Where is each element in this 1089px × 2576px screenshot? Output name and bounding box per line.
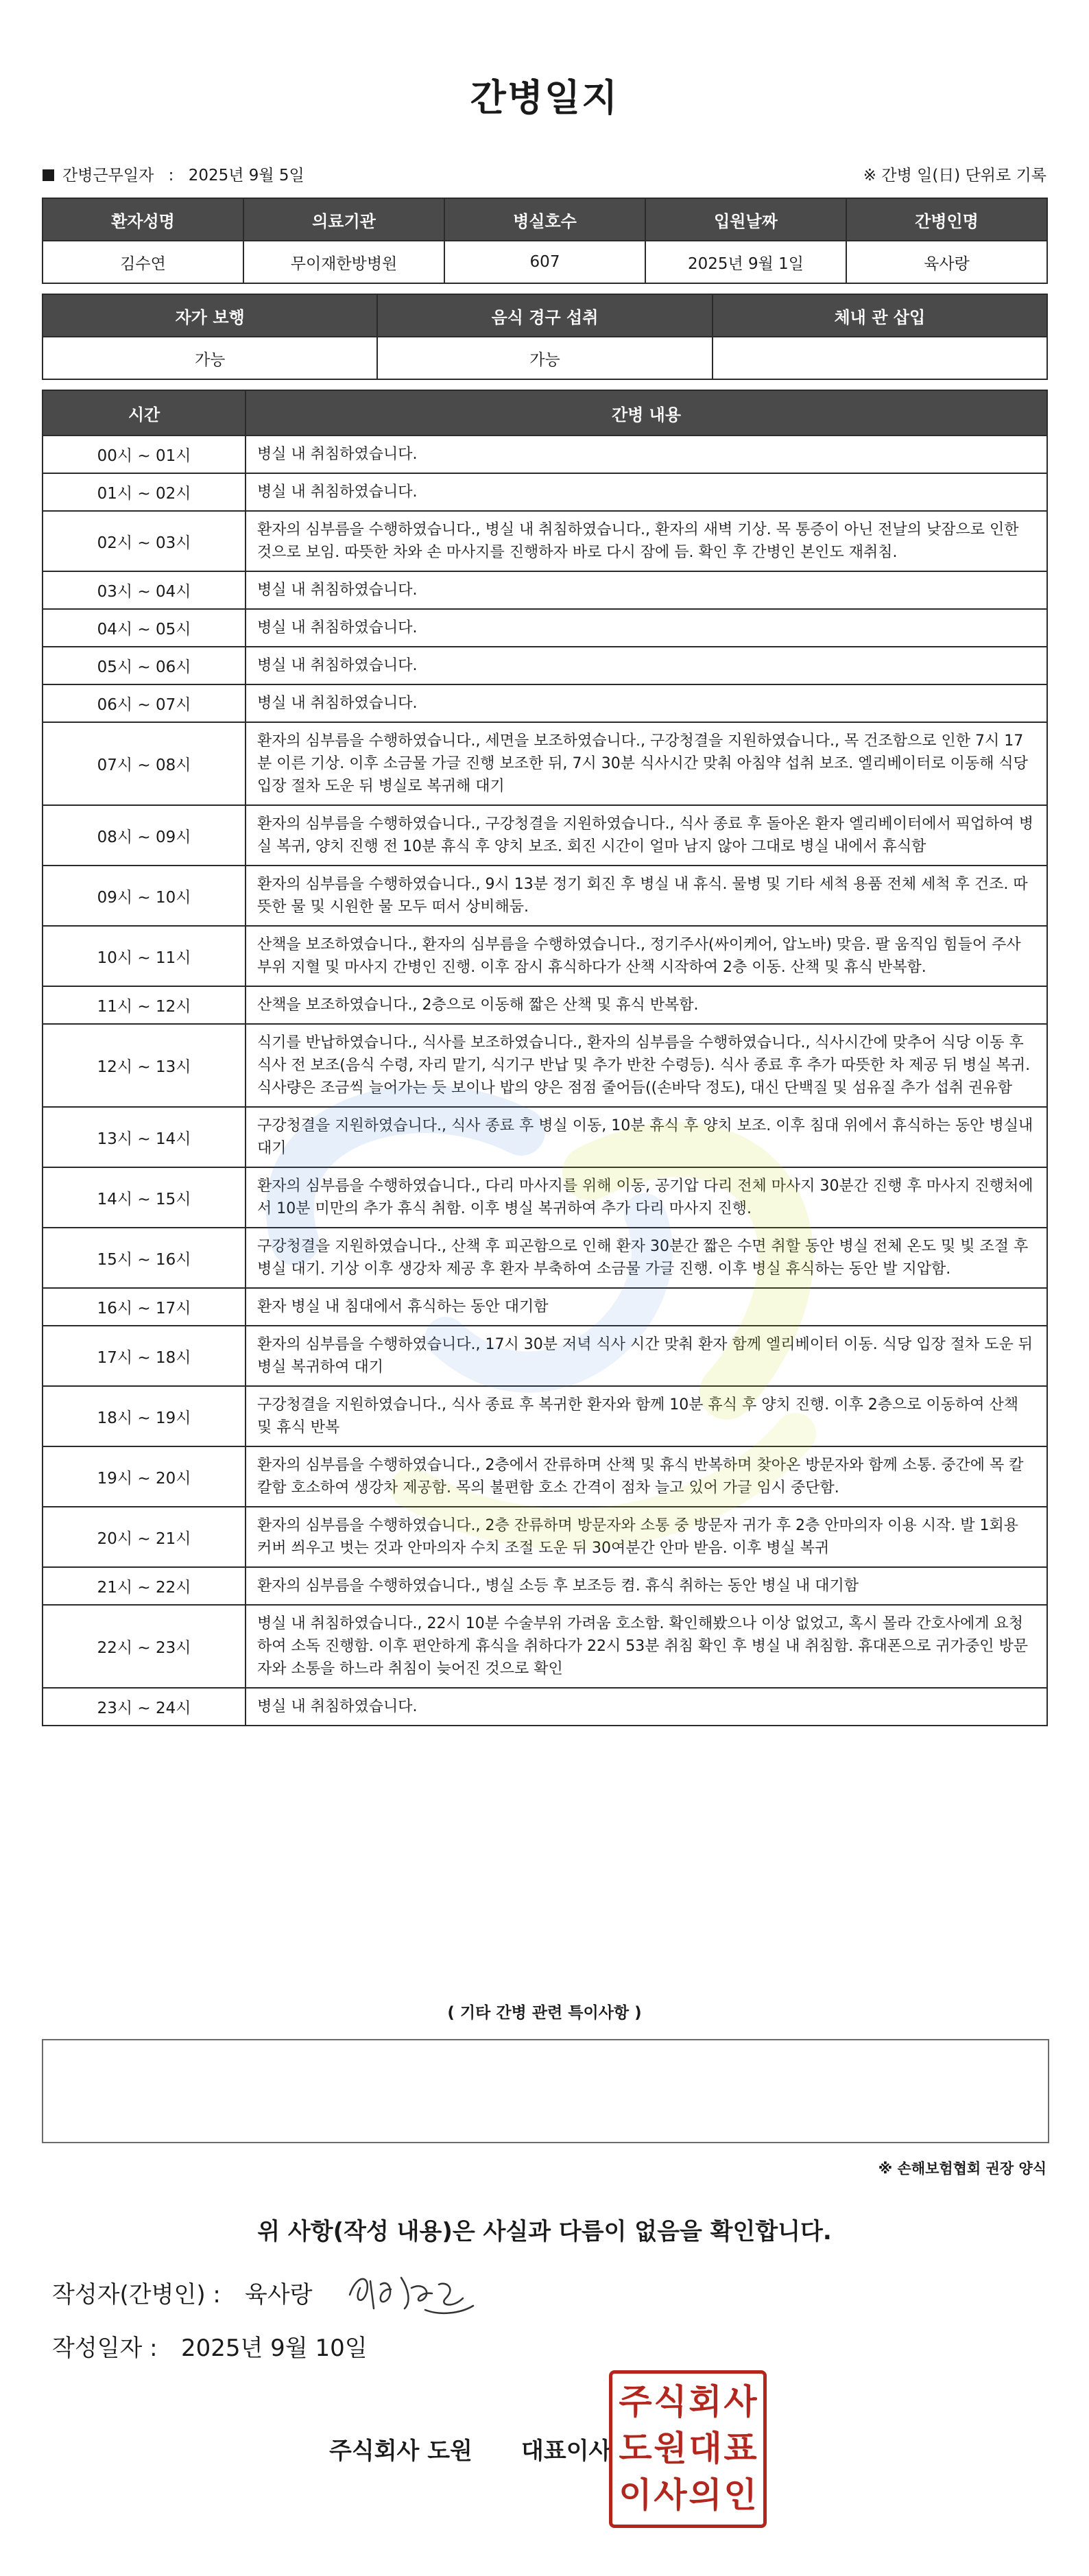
care-log-content: 병실 내 취침하였습니다. bbox=[246, 473, 1047, 511]
header-caregiver-name: 간병인명 bbox=[846, 198, 1047, 241]
care-log-content: 병실 내 취침하였습니다. bbox=[246, 609, 1047, 647]
written-date-value: 2025년 9월 10일 bbox=[181, 2335, 368, 2362]
care-log-row bbox=[43, 1326, 1047, 1386]
care-log-row bbox=[43, 1386, 1047, 1446]
care-log-content: 환자의 심부름을 수행하였습니다., 세면을 보조하였습니다., 구강청결을 지원하였습니다., 목 건조함으로 인한 7시 17분 이른 기상. 이후 소금물 가글 진행 보조한 뒤, 7시 30분 식사시간 맞춰 아침약 섭취 보조. 엘리베이터로 이동해 식당 입장 절차 도운 뒤 병실로 복귀해 대기 bbox=[246, 722, 1047, 805]
care-log-time: 08시 ~ 09시 bbox=[43, 805, 246, 866]
care-log-row bbox=[43, 1688, 1047, 1726]
care-log-row bbox=[43, 1288, 1047, 1326]
written-date-label: 작성일자 : bbox=[52, 2335, 158, 2362]
care-log-row bbox=[43, 684, 1047, 722]
care-log-row bbox=[43, 986, 1047, 1024]
care-log-row bbox=[43, 722, 1047, 805]
care-log-time: 07시 ~ 08시 bbox=[43, 722, 246, 805]
care-log-content: 산책을 보조하였습니다., 2층으로 이동해 짧은 산책 및 휴식 반복함. bbox=[246, 986, 1047, 1024]
care-status-header-row bbox=[43, 294, 1047, 337]
care-log-time: 22시 ~ 23시 bbox=[43, 1605, 246, 1688]
care-log-time: 09시 ~ 10시 bbox=[43, 866, 246, 926]
tube-insertion-value bbox=[713, 337, 1047, 379]
care-log-row bbox=[43, 1567, 1047, 1605]
company-seal-stamp bbox=[609, 2370, 767, 2528]
care-log-time: 20시 ~ 21시 bbox=[43, 1507, 246, 1567]
seal-character: 사 bbox=[654, 2474, 687, 2515]
company-role: 대표이사 bbox=[521, 2437, 612, 2465]
care-log-content: 환자의 심부름을 수행하였습니다., 17시 30분 저녁 식사 시간 맞춰 환자 함께 엘리베이터 이동. 식당 입장 절차 도운 뒤 병실 복귀하여 대기 bbox=[246, 1326, 1047, 1386]
care-log-time: 14시 ~ 15시 bbox=[43, 1167, 246, 1228]
self-walking-value: 가능 bbox=[43, 337, 377, 379]
care-log-time: 13시 ~ 14시 bbox=[43, 1107, 246, 1167]
care-log-content: 구강청결을 지원하였습니다., 식사 종료 후 복귀한 환자와 함께 10분 휴식 후 양치 진행. 이후 2층으로 이동하여 산책 및 휴식 반복 bbox=[246, 1386, 1047, 1446]
writer-label: 작성자(간병인) : bbox=[52, 2281, 221, 2309]
care-log-content: 산책을 보조하였습니다., 환자의 심부름을 수행하였습니다., 정기주사(싸이케어, 압노바) 맞음. 팔 움직임 힘들어 주사 부위 지혈 및 마사지 간병인 진행. 이후 잠시 휴식하다가 산책 시작하여 2층 이동. 산책 및 휴식 반복함. bbox=[246, 926, 1047, 986]
care-log-content: 환자의 심부름을 수행하였습니다., 2층 잔류하며 방문자와 소통 중 방문자 귀가 후 2층 안마의자 이용 시작. 발 1회용 커버 씌우고 벗는 것과 안마의자 수치 조절 도운 뒤 30여분간 안마 받음. 이후 병실 복귀 bbox=[246, 1507, 1047, 1567]
square-bullet-icon bbox=[43, 169, 54, 181]
header-care-content: 간병 내용 bbox=[246, 390, 1047, 436]
care-log-time: 06시 ~ 07시 bbox=[43, 684, 246, 722]
seal-character: 식 bbox=[654, 2381, 687, 2422]
care-log-content: 구강청결을 지원하였습니다., 산책 후 피곤함으로 인해 환자 30분간 짧은 수면 취할 동안 병실 전체 온도 및 빛 조절 후 병실 대기. 기상 이후 생강차 제공 후 환자 부축하여 소금물 가글 진행. 이후 병실 휴식하는 동안 발 지압함. bbox=[246, 1228, 1047, 1288]
caregiver-name: 육사랑 bbox=[846, 241, 1047, 283]
care-log-row bbox=[43, 436, 1047, 473]
seal-character: 의 bbox=[689, 2474, 722, 2515]
seal-character: 도 bbox=[619, 2428, 652, 2468]
care-log-row bbox=[43, 805, 1047, 866]
care-log-row bbox=[43, 1024, 1047, 1107]
care-log-row bbox=[43, 1107, 1047, 1167]
seal-character: 회 bbox=[689, 2381, 722, 2422]
patient-info-table bbox=[42, 198, 1048, 284]
care-log-content: 구강청결을 지원하였습니다., 식사 종료 후 병실 이동, 10분 휴식 후 양치 보조. 이후 침대 위에서 휴식하는 동안 병실내 대기 bbox=[246, 1107, 1047, 1167]
care-log-row bbox=[43, 1507, 1047, 1567]
care-log-content: 병실 내 취침하였습니다. bbox=[246, 571, 1047, 609]
care-period-label: 간병근무일자 bbox=[62, 167, 154, 184]
care-log-content: 병실 내 취침하였습니다., 22시 10분 수술부위 가려움 호소함. 확인해봤으나 이상 없었고, 혹시 몰라 간호사에게 요청하여 소독 진행함. 이후 편안하게 휴식을 취하다가 22시 53분 취침 확인 후 병실 내 취침함. 휴대폰으로 귀가중인 방문자와 소통을 하느라 취침이 늦어진 것으로 확인 bbox=[246, 1605, 1047, 1688]
header-oral-intake: 음식 경구 섭취 bbox=[377, 294, 712, 337]
seal-character: 대 bbox=[689, 2428, 722, 2468]
care-log-content: 환자의 심부름을 수행하였습니다., 다리 마사지를 위해 이동, 공기압 다리 전체 마사지 30분간 진행 후 마사지 진행처에서 10분 미만의 추가 휴식 취함. 이후 병실 복귀하여 추가 다리 마사지 진행. bbox=[246, 1167, 1047, 1228]
care-period bbox=[43, 163, 304, 185]
care-log-content: 식기를 반납하였습니다., 식사를 보조하였습니다., 환자의 심부름을 수행하였습니다., 식사시간에 맞추어 식당 이동 후 식사 전 보조(음식 수령, 자리 맡기, 식기구 반납 및 추가 반찬 수령등). 식사 종료 후 추가 따뜻한 차 제공 뒤 병실 복귀. 식사량은 조금씩 늘어가는 듯 보이나 밥의 양은 점점 줄어듬((손바닥 정도), 대신 단백질 및 섬유질 추가 섭취 권유함 bbox=[246, 1024, 1047, 1107]
care-log-time: 16시 ~ 17시 bbox=[43, 1288, 246, 1326]
care-status-value-row bbox=[43, 337, 1047, 379]
care-log-table bbox=[42, 390, 1048, 1726]
seal-character: 표 bbox=[723, 2428, 757, 2468]
care-log-row bbox=[43, 1446, 1047, 1507]
care-log-row bbox=[43, 1605, 1047, 1688]
care-log-row bbox=[43, 571, 1047, 609]
care-log-row bbox=[43, 1228, 1047, 1288]
remarks-title: ( 기타 간병 관련 특이사항 ) bbox=[447, 2004, 642, 2022]
care-log-row bbox=[43, 926, 1047, 986]
patient-name: 김수연 bbox=[43, 241, 243, 283]
seal-character: 인 bbox=[723, 2474, 757, 2515]
room-number: 607 bbox=[444, 241, 645, 283]
care-log-time: 01시 ~ 02시 bbox=[43, 473, 246, 511]
care-period-value: 2025년 9월 5일 bbox=[188, 167, 304, 184]
care-log-content: 환자의 심부름을 수행하였습니다., 2층에서 잔류하며 산책 및 휴식 반복하며 찾아온 방문자와 함께 소통. 중간에 목 칼칼함 호소하여 생강차 제공함. 목의 불편함 호소 간격이 점차 늘고 있어 가글 임시 중단함. bbox=[246, 1446, 1047, 1507]
care-log-time: 04시 ~ 05시 bbox=[43, 609, 246, 647]
writer-name: 육사랑 bbox=[245, 2281, 313, 2309]
care-log-content: 병실 내 취침하였습니다. bbox=[246, 684, 1047, 722]
header-time: 시간 bbox=[43, 390, 246, 436]
document-title: 간병일지 bbox=[470, 76, 619, 119]
company-name: 주식회사 도원 bbox=[329, 2437, 472, 2465]
patient-info-header-row bbox=[43, 198, 1047, 241]
care-log-row bbox=[43, 473, 1047, 511]
record-unit-note: ※ 간병 일(日) 단위로 기록 bbox=[863, 167, 1046, 184]
care-log-time: 18시 ~ 19시 bbox=[43, 1386, 246, 1446]
seal-character: 원 bbox=[654, 2428, 687, 2468]
form-source-note: ※ 손해보험협회 권장 양식 bbox=[878, 2160, 1046, 2177]
care-log-content: 병실 내 취침하였습니다. bbox=[246, 1688, 1047, 1726]
admission-date: 2025년 9월 1일 bbox=[645, 241, 846, 283]
care-log-content: 병실 내 취침하였습니다. bbox=[246, 436, 1047, 473]
care-log-row bbox=[43, 511, 1047, 571]
care-log-row bbox=[43, 1167, 1047, 1228]
care-log-content: 병실 내 취침하였습니다. bbox=[246, 647, 1047, 684]
handwritten-signature bbox=[343, 2261, 480, 2322]
header-hospital: 의료기관 bbox=[243, 198, 444, 241]
care-log-body bbox=[43, 436, 1047, 1726]
care-log-time: 21시 ~ 22시 bbox=[43, 1567, 246, 1605]
patient-info-value-row bbox=[43, 241, 1047, 283]
header-patient-name: 환자성명 bbox=[43, 198, 243, 241]
care-log-time: 17시 ~ 18시 bbox=[43, 1326, 246, 1386]
care-log-time: 02시 ~ 03시 bbox=[43, 511, 246, 571]
care-log-time: 10시 ~ 11시 bbox=[43, 926, 246, 986]
seal-character: 사 bbox=[723, 2381, 757, 2422]
seal-character: 이 bbox=[619, 2474, 652, 2515]
care-log-content: 환자 병실 내 침대에서 휴식하는 동안 대기함 bbox=[246, 1288, 1047, 1326]
header-admission-date: 입원날짜 bbox=[645, 198, 846, 241]
care-status-table bbox=[42, 294, 1048, 380]
care-log-content: 환자의 심부름을 수행하였습니다., 9시 13분 정기 회진 후 병실 내 휴식. 물병 및 기타 세척 용품 전체 세척 후 건조. 따뜻한 물 및 시원한 물 모두 떠서 상비해둠. bbox=[246, 866, 1047, 926]
care-log-content: 환자의 심부름을 수행하였습니다., 병실 소등 후 보조등 켬. 휴식 취하는 동안 병실 내 대기함 bbox=[246, 1567, 1047, 1605]
care-log-time: 05시 ~ 06시 bbox=[43, 647, 246, 684]
confirmation-statement: 위 사항(작성 내용)은 사실과 다름이 없음을 확인합니다. bbox=[257, 2218, 832, 2245]
care-log-content: 환자의 심부름을 수행하였습니다., 구강청결을 지원하였습니다., 식사 종료 후 돌아온 환자 엘리베이터에서 픽업하여 병실 복귀, 양치 진행 전 10분 휴식 후 양치 보조. 회진 시간이 얼마 남지 않아 그대로 병실 내에서 휴식함 bbox=[246, 805, 1047, 866]
header-tube-insertion: 체내 관 삽입 bbox=[713, 294, 1047, 337]
care-log-row bbox=[43, 647, 1047, 684]
care-log-content: 환자의 심부름을 수행하였습니다., 병실 내 취침하였습니다., 환자의 새벽 기상. 목 통증이 아닌 전날의 낮잠으로 인한 것으로 보임. 따뜻한 차와 손 마사지를 진행하자 바로 다시 잠에 듬. 확인 후 간병인 본인도 재취침. bbox=[246, 511, 1047, 571]
care-log-row bbox=[43, 866, 1047, 926]
care-log-time: 03시 ~ 04시 bbox=[43, 571, 246, 609]
care-period-separator: : bbox=[168, 167, 174, 184]
hospital-name: 무이재한방병원 bbox=[243, 241, 444, 283]
seal-character: 주 bbox=[619, 2381, 652, 2422]
care-log-row bbox=[43, 609, 1047, 647]
care-log-time: 11시 ~ 12시 bbox=[43, 986, 246, 1024]
care-log-time: 23시 ~ 24시 bbox=[43, 1688, 246, 1726]
remarks-box bbox=[42, 2039, 1049, 2143]
oral-intake-value: 가능 bbox=[377, 337, 712, 379]
care-log-time: 12시 ~ 13시 bbox=[43, 1024, 246, 1107]
header-self-walking: 자가 보행 bbox=[43, 294, 377, 337]
header-room-number: 병실호수 bbox=[444, 198, 645, 241]
care-log-time: 19시 ~ 20시 bbox=[43, 1446, 246, 1507]
care-log-header-row bbox=[43, 390, 1047, 436]
care-log-time: 00시 ~ 01시 bbox=[43, 436, 246, 473]
care-log-time: 15시 ~ 16시 bbox=[43, 1228, 246, 1288]
